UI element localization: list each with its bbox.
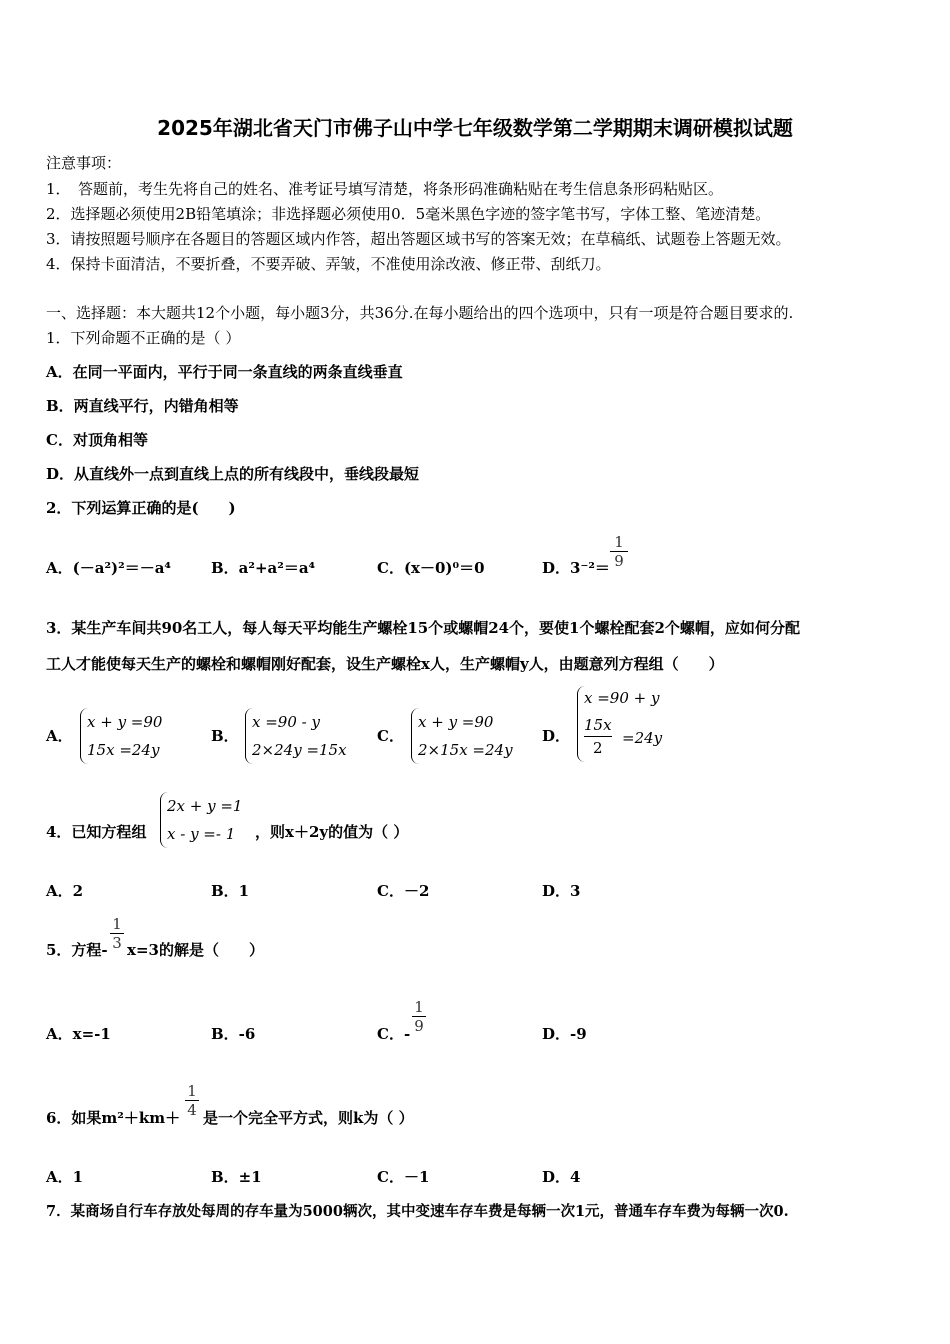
fraction-denominator: 3 [110, 933, 124, 952]
q3-option-b-system [245, 708, 347, 764]
fraction-numerator: 1 [614, 533, 624, 551]
q5-option-d: D．-9 [542, 1025, 587, 1043]
q5-option-a: A．x=-1 [46, 1025, 111, 1043]
q2-option-a: A．(－a²)²＝－a⁴ [46, 559, 171, 577]
fraction-denominator: 2 [584, 736, 612, 759]
q3-stem-line2: 工人才能使每天生产的螺栓和螺帽刚好配套，设生产螺栓x人，生产螺帽y人，由题意列方程组（ ） [46, 655, 724, 673]
q2-option-d-fraction [610, 533, 628, 570]
q6-option-d: D．4 [542, 1168, 581, 1186]
q4-option-a: A．2 [46, 882, 84, 900]
q5-option-c-fraction [412, 998, 426, 1035]
page-title: 2025年湖北省天门市佛子山中学七年级数学第二学期期末调研模拟试题 [157, 116, 793, 140]
q6-option-c: C．－1 [377, 1168, 430, 1186]
fraction-denominator: 9 [610, 551, 628, 570]
q7-stem: 7．某商场自行车存放处每周的存车量为5000辆次，其中变速车存车费是每辆一次1元，普通车存车费为每辆一次0. [46, 1203, 789, 1220]
notice-item: 2．选择题必须使用2B铅笔填涂；非选择题必须使用0．5毫米黑色字迹的签字笔书写，字体工整、笔迹清楚。 [46, 205, 771, 223]
equation-fraction-row [584, 710, 663, 762]
q1-option-c: C．对顶角相等 [46, 431, 148, 449]
q2-stem: 2．下列运算正确的是( ) [46, 499, 236, 517]
q3-option-d-system [577, 686, 663, 762]
q1-option-d: D．从直线外一点到直线上点的所有线段中，垂线段最短 [46, 465, 420, 483]
notice-item: 4．保持卡面清洁，不要折叠，不要弄破、弄皱，不准使用涂改液、修正带、刮纸刀。 [46, 255, 611, 273]
q1-option-a: A．在同一平面内，平行于同一条直线的两条直线垂直 [46, 363, 403, 381]
q4-option-c: C．－2 [377, 882, 430, 900]
equation: 15x =24y [87, 741, 160, 759]
fraction-numerator: 1 [414, 998, 424, 1016]
fraction-numerator: 1 [112, 915, 122, 933]
q2-option-b: B．a²+a²＝a⁴ [211, 559, 316, 577]
equation: x =90 + y [584, 689, 660, 707]
section-heading: 一、选择题：本大题共12个小题，每小题3分，共36分.在每小题给出的四个选项中，只有一项是符合题目要求的. [46, 304, 794, 322]
q5-option-c: C．- [377, 1025, 411, 1043]
q3-option-d-label: D． [542, 727, 571, 745]
q2-option-d: D．3⁻²＝ [542, 559, 610, 577]
q6-fraction [185, 1082, 199, 1119]
q5-stem-post: x=3的解是（ ） [127, 941, 264, 959]
q4-system [160, 792, 242, 848]
q6-stem-pre: 6．如果m²＋km＋ [46, 1109, 181, 1127]
equation: x =90 - y [252, 713, 320, 731]
q6-option-b: B．±1 [211, 1168, 262, 1186]
q1-option-b: B．两直线平行，内错角相等 [46, 397, 239, 415]
equation: 2×15x =24y [418, 741, 513, 759]
equation: 2×24y =15x [252, 741, 347, 759]
q5-option-b: B．-6 [211, 1025, 256, 1043]
equation: x + y =90 [418, 713, 494, 731]
q4-stem-post: ，则x＋2y的值为（ ） [255, 823, 409, 841]
q3-option-a-label: A． [46, 727, 73, 745]
q5-fraction [110, 915, 124, 952]
q6-stem-post: 是一个完全平方式，则k为（ ） [203, 1109, 414, 1127]
equation: x - y =- 1 [167, 825, 236, 843]
fraction-numerator: 15x [584, 716, 612, 734]
fraction-numerator: 1 [187, 1082, 197, 1100]
q3-stem-line1: 3．某生产车间共90名工人，每人每天平均能生产螺栓15个或螺帽24个，要使1个螺栓配套2个螺帽，应如何分配 [46, 619, 800, 637]
notice-heading: 注意事项： [46, 154, 122, 172]
q3-option-c-system [411, 708, 513, 764]
fraction-denominator: 9 [412, 1016, 426, 1035]
fraction [584, 714, 612, 759]
q6-option-a: A．1 [46, 1168, 84, 1186]
equation: 2x + y =1 [167, 797, 243, 815]
notice-item: 1． 答题前，考生先将自己的姓名、准考证号填写清楚，将条形码准确粘贴在考生信息条形码粘贴区。 [46, 180, 724, 198]
fraction-denominator: 4 [185, 1100, 199, 1119]
q3-option-c-label: C． [377, 727, 404, 745]
equation-rhs: =24y [622, 729, 663, 747]
notice-item: 3．请按照题号顺序在各题目的答题区域内作答，超出答题区域书写的答案无效；在草稿纸、试题卷上答题无效。 [46, 230, 791, 248]
q4-option-d: D．3 [542, 882, 581, 900]
q3-option-b-label: B． [211, 727, 239, 745]
q2-option-c: C．(x－0)⁰＝0 [377, 559, 485, 577]
q4-stem-pre: 4．已知方程组 [46, 823, 147, 841]
q5-stem-pre: 5．方程- [46, 941, 108, 959]
q3-option-a-system [80, 708, 162, 764]
q1-stem: 1．下列命题不正确的是（ ） [46, 329, 241, 347]
equation: x + y =90 [87, 713, 163, 731]
q4-option-b: B．1 [211, 882, 250, 900]
